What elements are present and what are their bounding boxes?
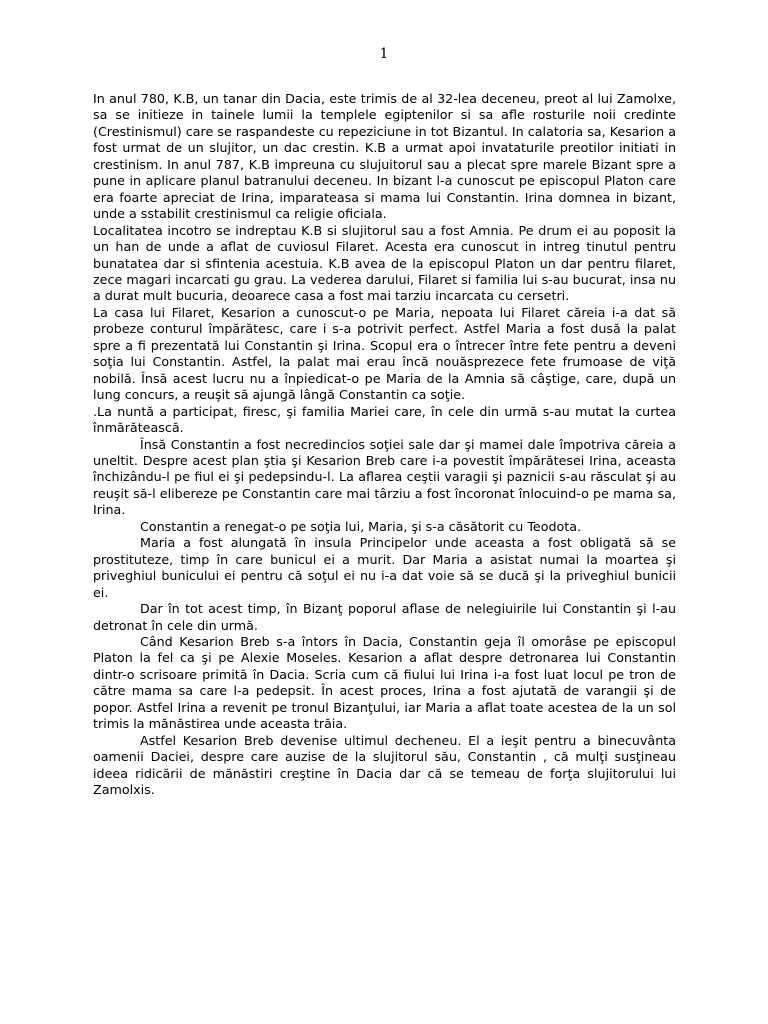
paragraph: In anul 780, K.B, un tanar din Dacia, este trimis de al 32-lea deceneu, preot al lui Zamolxe, sa se initieze in tainele lumii la templele egiptenilor si sa afle rosturile noii credinte (Crestinismul) care se raspandeste cu repeziciune in tot Bizantul. In calatoria sa, Kesarion a fost urmat de un slujitor, un dac crestin. K.B a urmat apoi invataturile preotilor initiati in crestinism. In anul 787, K.B impreuna cu slujuitorul sau a plecat spre marele Bizant spre a pune in aplicare planul batranului deceneu. In bizant l-a cunoscut pe episcopul Platon care era foarte apreciat de Irina, imparateasa si mama lui Constantin. Irina domnea in bizant, unde a sstabilit crestinismul ca religie oficiala. (93, 91, 676, 222)
paragraph: Când Kesarion Breb s-a întors în Dacia, Constantin geja îl omorâse pe episcopul Platon la fel ca şi pe Alexie Moseles. Kesarion a aflat despre detronarea lui Constantin dintr-o scrisoare primită în Dacia. Scria cum că fiului lui Irina i-a fost luat locul pe tron de către mama sa care l-a pedepsit. În acest proces, Irina a fost ajutată de varangii şi de popor. Astfel Irina a revenit pe tronul Bizanţului, iar Maria a aflat toate acestea de la un sol trimis la mănăstirea unde aceasta trăia. (93, 633, 676, 732)
paragraph: La casa lui Filaret, Kesarion a cunoscut-o pe Maria, nepoata lui Filaret căreia i-a dat să probeze conturul împărătesc, care i s-a potrivit perfect. Astfel Maria a fost dusă la palat spre a fi prezentată lui Constantin şi Irina. Scopul era o întrecer între fete pentru a deveni soţia lui Constantin. Astfel, la palat mai erau încă nouăsprezece fete frumoase de viţă nobilă. Însă acest lucru nu a înpiedicat-o pe Maria de la Amnia să câştige, care, după un lung concurs, a reuşit să ajungă lângă Constantin ca soţie. (93, 304, 676, 403)
paragraph: Maria a fost alungată în insula Principelor unde aceasta a fost obligată să se prostituteze, timp în care bunicul ei a murit. Dar Maria a asistat numai la moartea şi priveghiul bunicului ei pentru că soţul ei nu i-a dat voie să se ducă şi la priveghiul bunicii ei. (93, 535, 676, 600)
page-number: 1 (379, 46, 389, 62)
paragraph: Astfel Kesarion Breb devenise ultimul decheneu. El a ieşit pentru a binecuvânta oamenii Daciei, despre care auzise de la slujitorul său, Constantin , că mulţi susţineau ideea ridicării de mănăstiri creştine în Dacia dar că se temeau de forţa slujitorului lui Zamolxis. (93, 732, 676, 798)
paragraph: Însă Constantin a fost necredincios soţiei sale dar şi mamei dale împotriva căreia a uneltit. Despre acest plan ştia şi Kesarion Breb care i-a povestit împărătesei Irina, aceasta închizându-l pe fiul ei şi pedepsindu-l. La aflarea ceştii varagii şi paznicii s-au răsculat şi au reuşit să-l elibereze pe Constantin care mai târziu a fost încoronat înlocuind-o pe mama sa, Irina. (93, 436, 676, 518)
paragraph: Dar în tot acest timp, în Bizanţ poporul aflase de nelegiuirile lui Constantin şi l-au detronat în cele din urmă. (93, 601, 676, 633)
paragraph: Constantin a renegat-o pe soţia lui, Maria, şi s-a căsătorit cu Teodota. (140, 518, 582, 534)
paragraph: Localitatea incotro se indreptau K.B si slujitorul sau a fost Amnia. Pe drum ei au poposit la un han de unde a aflat de cuviosul Filaret. Acesta era cunoscut in intreg tinutul pentru bunatatea dar si sfintenia acestuia. K.B avea de la episcopul Platon un dar pentru filaret, zece magari incarcati gu grau. La vederea darului, Filaret si familia lui s-au bucurat, insa nu a durat mult bucuria, deoarece casa a fost mai tarziu incarcata cu cersetri. (93, 222, 676, 304)
document-body (93, 91, 676, 798)
paragraph: .La nuntă a participat, firesc, şi familia Mariei care, în cele din urmă s-au mutat la curtea înmărătească. (93, 403, 676, 436)
